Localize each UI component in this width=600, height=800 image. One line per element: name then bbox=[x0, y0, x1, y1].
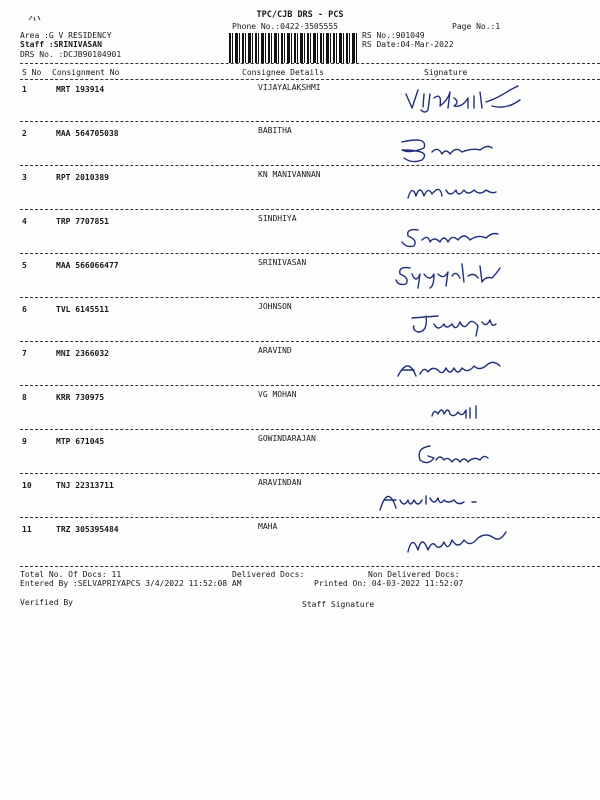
row-consignment: TNJ 22313711 bbox=[56, 481, 114, 490]
row-consignee: SINDHIYA bbox=[258, 214, 297, 223]
phone-number: Phone No.:0422-3505555 bbox=[232, 22, 338, 31]
signature-image bbox=[388, 172, 538, 208]
row-consignment: MTP 671045 bbox=[56, 437, 105, 446]
column-header-signature: Signature bbox=[424, 68, 468, 77]
row-sno: 10 bbox=[22, 481, 32, 490]
row-consignee: ARAVINDAN bbox=[258, 478, 302, 487]
signature-image bbox=[388, 80, 538, 116]
row-sno: 11 bbox=[22, 525, 32, 534]
divider bbox=[20, 341, 600, 342]
non-delivered-docs: Non Delivered Docs: bbox=[368, 570, 460, 579]
divider bbox=[20, 385, 600, 386]
page-number: Page No.:1 bbox=[452, 22, 501, 31]
divider bbox=[20, 517, 600, 518]
row-consignment: TVL 6145511 bbox=[56, 305, 109, 314]
row-consignment: KRR 730975 bbox=[56, 393, 105, 402]
row-consignee: VG MOHAN bbox=[258, 390, 297, 399]
signature-image bbox=[388, 436, 538, 472]
delivered-docs: Delivered Docs: bbox=[232, 570, 305, 579]
row-sno: 5 bbox=[22, 261, 27, 270]
column-header-consignee: Consignee Details bbox=[242, 68, 324, 77]
column-header-consignment: Consignment No bbox=[52, 68, 120, 77]
signature-image bbox=[388, 348, 538, 384]
column-header-sno: S No bbox=[22, 68, 42, 77]
entered-by: Entered By :SELVAPRIYAPCS 3/4/2022 11:52:08 AM bbox=[20, 579, 242, 588]
divider bbox=[20, 253, 600, 254]
row-sno: 2 bbox=[22, 129, 27, 138]
row-consignment: TRZ 305395484 bbox=[56, 525, 119, 534]
divider bbox=[20, 566, 600, 567]
divider bbox=[20, 209, 600, 210]
divider bbox=[20, 121, 600, 122]
row-consignment: MAA 566066477 bbox=[56, 261, 119, 270]
row-consignee: ARAVIND bbox=[258, 346, 292, 355]
row-sno: 8 bbox=[22, 393, 27, 402]
row-consignee: SRINIVASAN bbox=[258, 258, 307, 267]
area-label: Area :G V RESIDENCY bbox=[20, 31, 112, 40]
staff-label: Staff :SRINIVASAN bbox=[20, 40, 102, 49]
divider bbox=[20, 63, 600, 64]
signature-image bbox=[388, 216, 538, 252]
row-consignment: MRT 193914 bbox=[56, 85, 105, 94]
row-consignment: TRP 7707851 bbox=[56, 217, 109, 226]
signature-image bbox=[388, 524, 538, 560]
rs-number: RS No.:901049 bbox=[362, 31, 425, 40]
row-sno: 4 bbox=[22, 217, 27, 226]
row-consignment: RPT 2010389 bbox=[56, 173, 109, 182]
divider bbox=[20, 473, 600, 474]
signature-image bbox=[388, 394, 538, 430]
divider bbox=[20, 297, 600, 298]
divider bbox=[20, 429, 600, 430]
row-consignee: MAHA bbox=[258, 522, 278, 531]
row-consignment: MAA 564705038 bbox=[56, 129, 119, 138]
barcode bbox=[229, 33, 357, 63]
signature-image bbox=[388, 256, 538, 292]
drs-number: DRS No. :DCJB90104901 bbox=[20, 50, 122, 59]
signature-image bbox=[388, 130, 538, 166]
row-sno: 3 bbox=[22, 173, 27, 182]
row-consignee: KN MANIVANNAN bbox=[258, 170, 321, 179]
printed-on: Printed On: 04-03-2022 11:52:07 bbox=[314, 579, 464, 588]
row-consignee: JOHNSON bbox=[258, 302, 292, 311]
row-consignee: VIJAYALAKSHMI bbox=[258, 83, 321, 92]
total-docs: Total No. Of Docs: 11 bbox=[20, 570, 122, 579]
signature-image bbox=[388, 304, 538, 340]
staff-signature: Staff Signature bbox=[302, 600, 375, 609]
row-consignee: BABITHA bbox=[258, 126, 292, 135]
rs-date: RS Date:04-Mar-2022 bbox=[362, 40, 454, 49]
row-sno: 7 bbox=[22, 349, 27, 358]
signature-image bbox=[388, 478, 538, 514]
row-consignee: GOWINDARAJAN bbox=[258, 434, 316, 443]
row-sno: 6 bbox=[22, 305, 27, 314]
row-sno: 1 bbox=[22, 85, 27, 94]
divider bbox=[20, 165, 600, 166]
row-sno: 9 bbox=[22, 437, 27, 446]
row-consignment: MNI 2366032 bbox=[56, 349, 109, 358]
verified-by: Verified By bbox=[20, 598, 73, 607]
document-title: TPC/CJB DRS - PCS bbox=[256, 10, 344, 20]
